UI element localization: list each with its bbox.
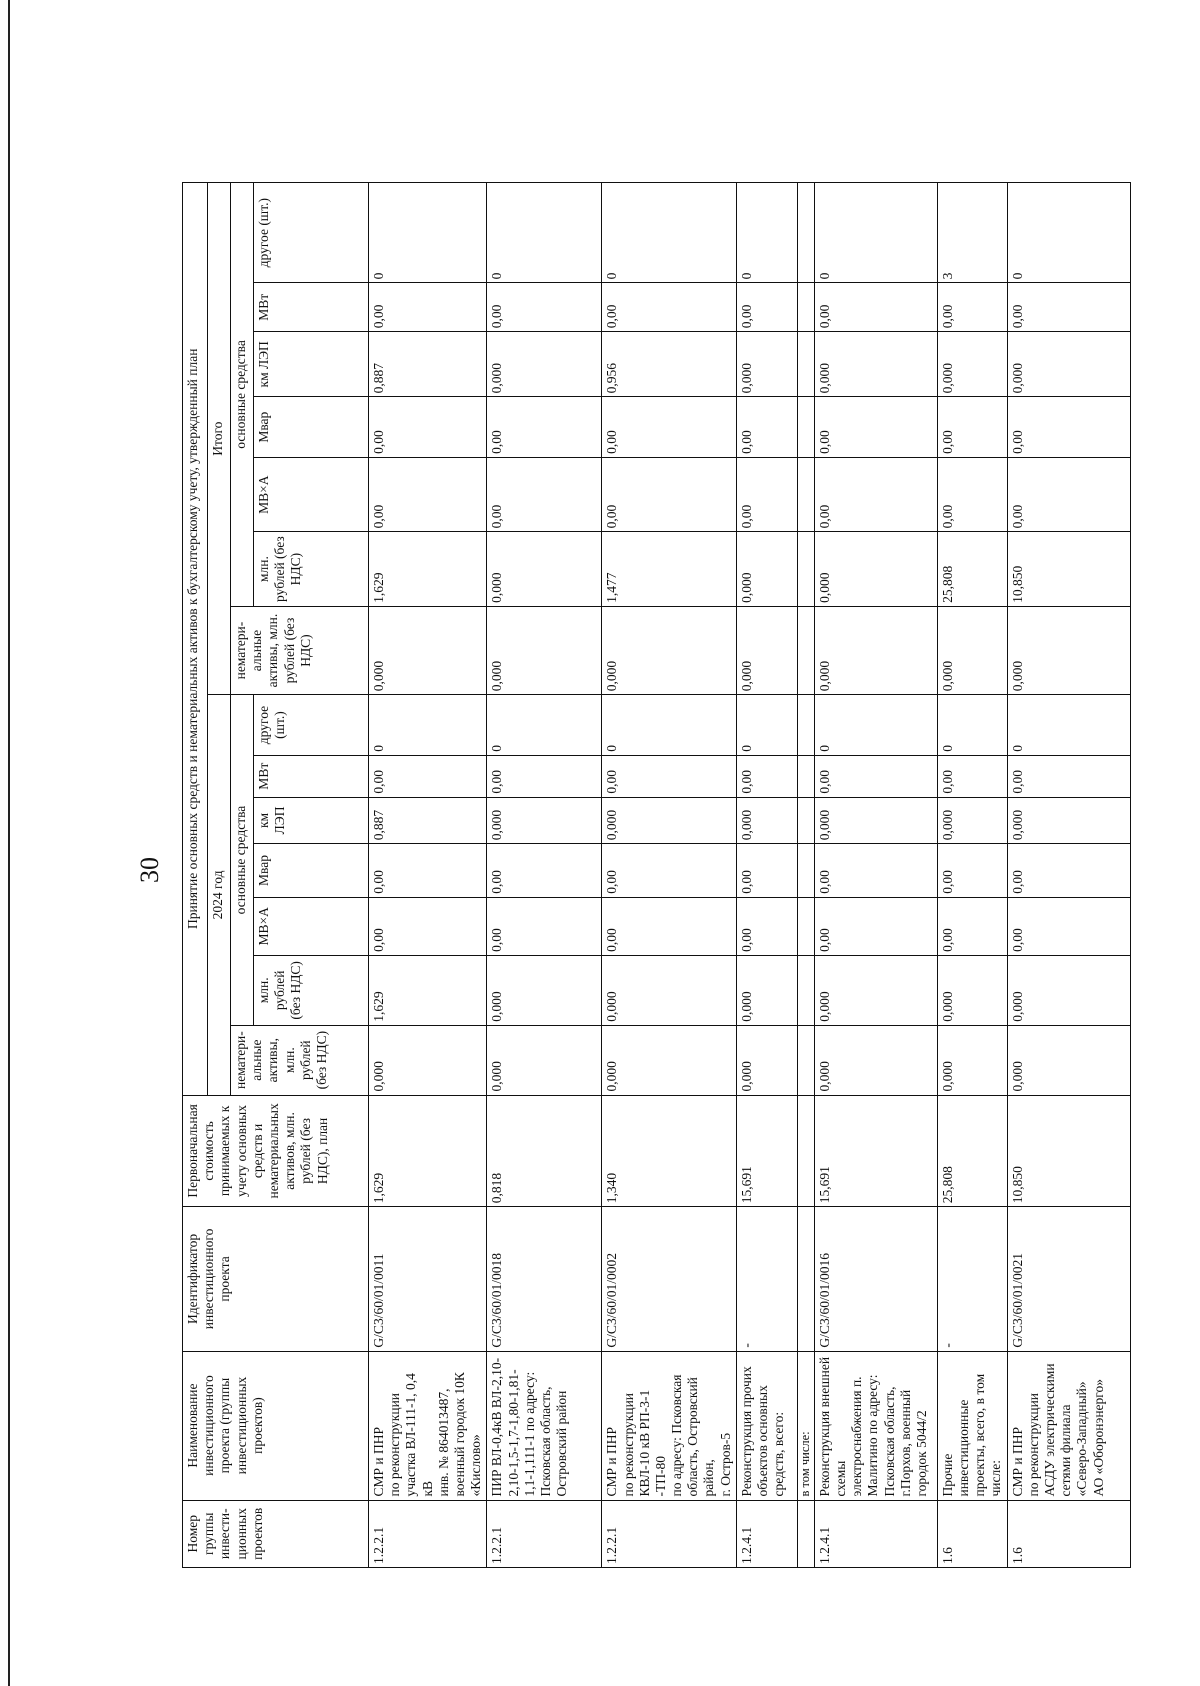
cell-y-oth: 0 <box>369 695 487 756</box>
cell-t-mva: 0,00 <box>937 457 1007 531</box>
cell-initial-cost: 0,818 <box>487 1095 602 1207</box>
table-row <box>1007 183 1130 1568</box>
cell-t-oth: 3 <box>937 183 1007 283</box>
subheading-empty-cell <box>797 457 814 531</box>
cell-identifier: G/C3/60/01/0016 <box>814 1207 937 1351</box>
cell-initial-cost: 15,691 <box>814 1095 937 1207</box>
cell-y-mw: 0,00 <box>937 755 1007 797</box>
cell-project-name <box>602 1351 737 1500</box>
header-total-rub: млн. рублей (без НДС) <box>254 532 369 606</box>
header-year-mvar: Мвар <box>254 844 369 898</box>
subheading-empty-cell <box>797 183 814 283</box>
cell-project-name <box>937 1351 1007 1500</box>
cell-identifier: - <box>736 1207 797 1351</box>
cell-y-rub: 0,000 <box>487 955 602 1025</box>
cell-t-mvar: 0,00 <box>602 397 737 458</box>
cell-identifier: G/C3/60/01/0002 <box>602 1207 737 1351</box>
cell-t-nma: 0,000 <box>369 606 487 694</box>
cell-y-mvar: 0,00 <box>602 844 737 898</box>
cell-y-rub: 0,000 <box>602 955 737 1025</box>
cell-initial-cost: 1,629 <box>369 1095 487 1207</box>
header-year-km: км ЛЭП <box>254 797 369 844</box>
cell-t-nma: 0,000 <box>736 606 797 694</box>
cell-t-mva: 0,00 <box>1007 457 1130 531</box>
cell-t-mw: 0,00 <box>487 283 602 332</box>
cell-y-mw: 0,00 <box>369 755 487 797</box>
cell-t-km: 0,956 <box>602 332 737 397</box>
cell-number: 1.2.2.1 <box>487 1500 602 1567</box>
cell-t-rub: 25,808 <box>937 532 1007 606</box>
cell-identifier: G/C3/60/01/0018 <box>487 1207 602 1351</box>
header-identifier: Идентификатор инвестиционного проекта <box>183 1207 369 1351</box>
subheading-empty-cell <box>797 332 814 397</box>
subheading-empty-cell <box>797 283 814 332</box>
header-year-fixed-assets: основные средства <box>231 695 254 1025</box>
header-total-mva: МВ×А <box>254 457 369 531</box>
header-total-intangible: нематери-альные активы, млн. рублей (без НДС) <box>231 606 369 694</box>
subheading-empty-cell <box>797 897 814 955</box>
project-name-line: СМР и ПНР <box>371 1427 386 1497</box>
cell-t-mw: 0,00 <box>1007 283 1130 332</box>
header-initial-cost: Первоначальная стоимость принимаемых к учету основных средств и нематериальных активов, млн. рублей (без НДС), план <box>183 1095 369 1207</box>
project-name-line: по адресу: Псковская область, Островский район, <box>669 1374 717 1497</box>
cell-y-nma: 0,000 <box>602 1025 737 1095</box>
header-total-mw: МВт <box>254 283 369 332</box>
cell-t-mva: 0,00 <box>736 457 797 531</box>
cell-t-oth: 0 <box>736 183 797 283</box>
subheading-empty-cell <box>797 1095 814 1207</box>
table-row <box>937 183 1007 1568</box>
cell-y-mva: 0,00 <box>369 897 487 955</box>
table-row <box>814 183 937 1568</box>
cell-y-km: 0,000 <box>602 797 737 844</box>
table-body <box>369 183 1131 1568</box>
cell-t-mvar: 0,00 <box>937 397 1007 458</box>
header-year-mw: МВт <box>254 755 369 797</box>
subheading-empty-cell <box>797 606 814 694</box>
header-total-other: другое (шт.) <box>254 183 369 283</box>
cell-y-rub: 0,000 <box>736 955 797 1025</box>
subheading-empty-cell <box>797 797 814 844</box>
header-year-intangible: нематери-альные активы, млн. рублей (без НДС) <box>231 1025 369 1095</box>
project-name-line: СМР и ПНР <box>1009 1427 1025 1497</box>
cell-y-oth: 0 <box>487 695 602 756</box>
cell-project-name <box>736 1351 797 1500</box>
cell-t-mvar: 0,00 <box>1007 397 1130 458</box>
cell-t-km: 0,000 <box>487 332 602 397</box>
project-name-line: Псковская область, <box>881 1386 897 1497</box>
subheading-empty-cell <box>797 844 814 898</box>
cell-initial-cost: 15,691 <box>736 1095 797 1207</box>
cell-y-nma: 0,000 <box>814 1025 937 1095</box>
cell-number: 1.2.2.1 <box>369 1500 487 1567</box>
cell-t-mvar: 0,00 <box>814 397 937 458</box>
project-name-line: Реконструкция прочих объектов основных средств, всего: <box>738 1366 787 1497</box>
cell-number: 1.6 <box>937 1500 1007 1567</box>
cell-y-km: 0,000 <box>736 797 797 844</box>
project-name-line: Реконструкция внешней схемы электроснабжения п. Малитино по адресу: <box>816 1356 881 1497</box>
cell-y-mva: 0,00 <box>736 897 797 955</box>
cell-y-nma: 0,000 <box>369 1025 487 1095</box>
cell-t-mvar: 0,00 <box>736 397 797 458</box>
cell-t-rub: 10,850 <box>1007 532 1130 606</box>
cell-y-rub: 0,000 <box>1007 955 1130 1025</box>
cell-t-rub: 0,000 <box>814 532 937 606</box>
cell-y-mw: 0,00 <box>1007 755 1130 797</box>
project-name-line: инв. № 864013487, <box>435 1388 451 1497</box>
cell-t-mvar: 0,00 <box>369 397 487 458</box>
header-name: Наименование инвестиционного проекта (группы инвестиционных проектов) <box>183 1351 369 1500</box>
header-year-mva: МВ×А <box>254 897 369 955</box>
table-row <box>369 183 487 1568</box>
cell-y-mw: 0,00 <box>487 755 602 797</box>
cell-y-mvar: 0,00 <box>937 844 1007 898</box>
header-year-rub: млн. рублей (без НДС) <box>254 955 369 1025</box>
cell-y-rub: 1,629 <box>369 955 487 1025</box>
cell-t-mw: 0,00 <box>602 283 737 332</box>
cell-y-km: 0,887 <box>369 797 487 844</box>
header-year-other: другое (шт.) <box>254 695 369 756</box>
cell-t-km: 0,000 <box>736 332 797 397</box>
cell-t-mva: 0,00 <box>487 457 602 531</box>
cell-y-km: 0,000 <box>937 797 1007 844</box>
cell-t-km: 0,000 <box>1007 332 1130 397</box>
cell-t-oth: 0 <box>369 183 487 283</box>
cell-t-nma: 0,000 <box>487 606 602 694</box>
project-name-line: ПИР ВЛ-0,4кВ ВЛ-2,10-2,10-1,5-1,7-1,80-1,81-1,1-1,111-1 по адресу: <box>489 1357 537 1497</box>
cell-project-name <box>814 1351 937 1500</box>
cell-identifier: G/C3/60/01/0021 <box>1007 1207 1130 1351</box>
subheading-empty-cell <box>797 1025 814 1095</box>
project-name-line: Прочие инвестиционные проекты, всего, в том числе: <box>939 1373 1004 1497</box>
header-number: Номер группы инвести-ционных проектов <box>183 1500 369 1567</box>
cell-y-rub: 0,000 <box>937 955 1007 1025</box>
cell-initial-cost: 1,340 <box>602 1095 737 1207</box>
table-row <box>602 183 737 1568</box>
cell-y-km: 0,000 <box>487 797 602 844</box>
cell-project-name <box>1007 1351 1130 1500</box>
cell-y-nma: 0,000 <box>736 1025 797 1095</box>
cell-t-oth: 0 <box>487 183 602 283</box>
subheading-row <box>797 183 814 1568</box>
cell-y-oth: 0 <box>937 695 1007 756</box>
cell-y-nma: 0,000 <box>487 1025 602 1095</box>
project-name-line: по реконструкции АСДУ электрическими сетями филиала «Северо-Западный» <box>1025 1363 1090 1497</box>
project-name-line: военный городок 10К «Кислово» <box>451 1372 484 1497</box>
subheading-empty-cell <box>797 955 814 1025</box>
cell-y-km: 0,000 <box>814 797 937 844</box>
cell-t-km: 0,000 <box>937 332 1007 397</box>
table-row <box>487 183 602 1568</box>
cell-initial-cost: 25,808 <box>937 1095 1007 1207</box>
project-name-line: г. Остров-5 <box>717 1432 733 1497</box>
subheading-empty-cell <box>797 755 814 797</box>
project-name-line: АО «Оборонэнерго» <box>1090 1379 1106 1497</box>
header-total: Итого <box>208 183 231 695</box>
subheading-empty-cell <box>797 695 814 756</box>
cell-identifier: G/C3/60/01/0011 <box>369 1207 487 1351</box>
cell-project-name <box>487 1351 602 1500</box>
cell-y-nma: 0,000 <box>1007 1025 1130 1095</box>
cell-y-km: 0,000 <box>1007 797 1130 844</box>
subheading-empty-cell <box>797 1207 814 1351</box>
cell-t-mva: 0,00 <box>369 457 487 531</box>
cell-t-nma: 0,000 <box>1007 606 1130 694</box>
table-row <box>736 183 797 1568</box>
cell-number: 1.2.4.1 <box>814 1500 937 1567</box>
cell-number: 1.2.2.1 <box>602 1500 737 1567</box>
cell-y-oth: 0 <box>1007 695 1130 756</box>
cell-y-mw: 0,00 <box>602 755 737 797</box>
cell-y-mvar: 0,00 <box>736 844 797 898</box>
project-name-line: по реконструкции участка ВЛ-111-1, 0,4 кВ <box>387 1373 435 1497</box>
cell-t-rub: 1,629 <box>369 532 487 606</box>
cell-y-mvar: 0,00 <box>814 844 937 898</box>
project-name-line: Псковская область, <box>537 1386 553 1497</box>
cell-t-mva: 0,00 <box>814 457 937 531</box>
cell-t-nma: 0,000 <box>602 606 737 694</box>
cell-y-mva: 0,00 <box>814 897 937 955</box>
cell-y-oth: 0 <box>814 695 937 756</box>
cell-t-rub: 1,477 <box>602 532 737 606</box>
cell-y-oth: 0 <box>602 695 737 756</box>
subheading-empty-cell <box>797 397 814 458</box>
cell-y-mva: 0,00 <box>1007 897 1130 955</box>
cell-t-mva: 0,00 <box>602 457 737 531</box>
project-name-line: г.Порхов, военный городок 5044/2 <box>897 1389 929 1497</box>
cell-t-nma: 0,000 <box>937 606 1007 694</box>
cell-t-mw: 0,00 <box>736 283 797 332</box>
cell-y-oth: 0 <box>736 695 797 756</box>
cell-number: 1.6 <box>1007 1500 1130 1567</box>
cell-y-rub: 0,000 <box>814 955 937 1025</box>
cell-y-mvar: 0,00 <box>487 844 602 898</box>
cell-y-mvar: 0,00 <box>1007 844 1130 898</box>
project-name-line: Островский район <box>554 1390 570 1497</box>
cell-project-name <box>369 1351 487 1500</box>
cell-number: 1.2.4.1 <box>736 1500 797 1567</box>
project-name-line: по реконструкции КВЛ-10 кВ РП-3-1 -ТП-80 <box>620 1389 668 1497</box>
cell-t-oth: 0 <box>814 183 937 283</box>
cell-y-mw: 0,00 <box>814 755 937 797</box>
cell-t-mw: 0,00 <box>369 283 487 332</box>
cell-y-nma: 0,000 <box>937 1025 1007 1095</box>
header-total-mvar: Мвар <box>254 397 369 458</box>
cell-t-rub: 0,000 <box>487 532 602 606</box>
cell-t-mvar: 0,00 <box>487 397 602 458</box>
header-year: 2024 год <box>208 695 231 1095</box>
cell-t-oth: 0 <box>1007 183 1130 283</box>
cell-t-km: 0,887 <box>369 332 487 397</box>
subheading-empty-cell <box>797 532 814 606</box>
cell-y-mva: 0,00 <box>602 897 737 955</box>
header-total-km: км ЛЭП <box>254 332 369 397</box>
header-total-fixed-assets: основные средства <box>231 183 254 607</box>
subheading-empty-cell <box>797 1500 814 1567</box>
cell-t-mw: 0,00 <box>937 283 1007 332</box>
project-name-line: СМР и ПНР <box>604 1427 620 1497</box>
cell-initial-cost: 10,850 <box>1007 1095 1130 1207</box>
cell-t-oth: 0 <box>602 183 737 283</box>
cell-y-mw: 0,00 <box>736 755 797 797</box>
cell-t-rub: 0,000 <box>736 532 797 606</box>
cell-t-mw: 0,00 <box>814 283 937 332</box>
cell-y-mvar: 0,00 <box>369 844 487 898</box>
cell-y-mva: 0,00 <box>937 897 1007 955</box>
subheading-text: в том числе: <box>797 1351 814 1500</box>
cell-identifier: - <box>937 1207 1007 1351</box>
investment-table <box>182 182 1131 1568</box>
cell-t-km: 0,000 <box>814 332 937 397</box>
cell-y-mva: 0,00 <box>487 897 602 955</box>
cell-t-nma: 0,000 <box>814 606 937 694</box>
header-acceptance: Принятие основных средств и нематериальных активов к бухгалтерскому учету, утвержденный план <box>183 183 208 1096</box>
page-number: 30 <box>135 857 164 883</box>
